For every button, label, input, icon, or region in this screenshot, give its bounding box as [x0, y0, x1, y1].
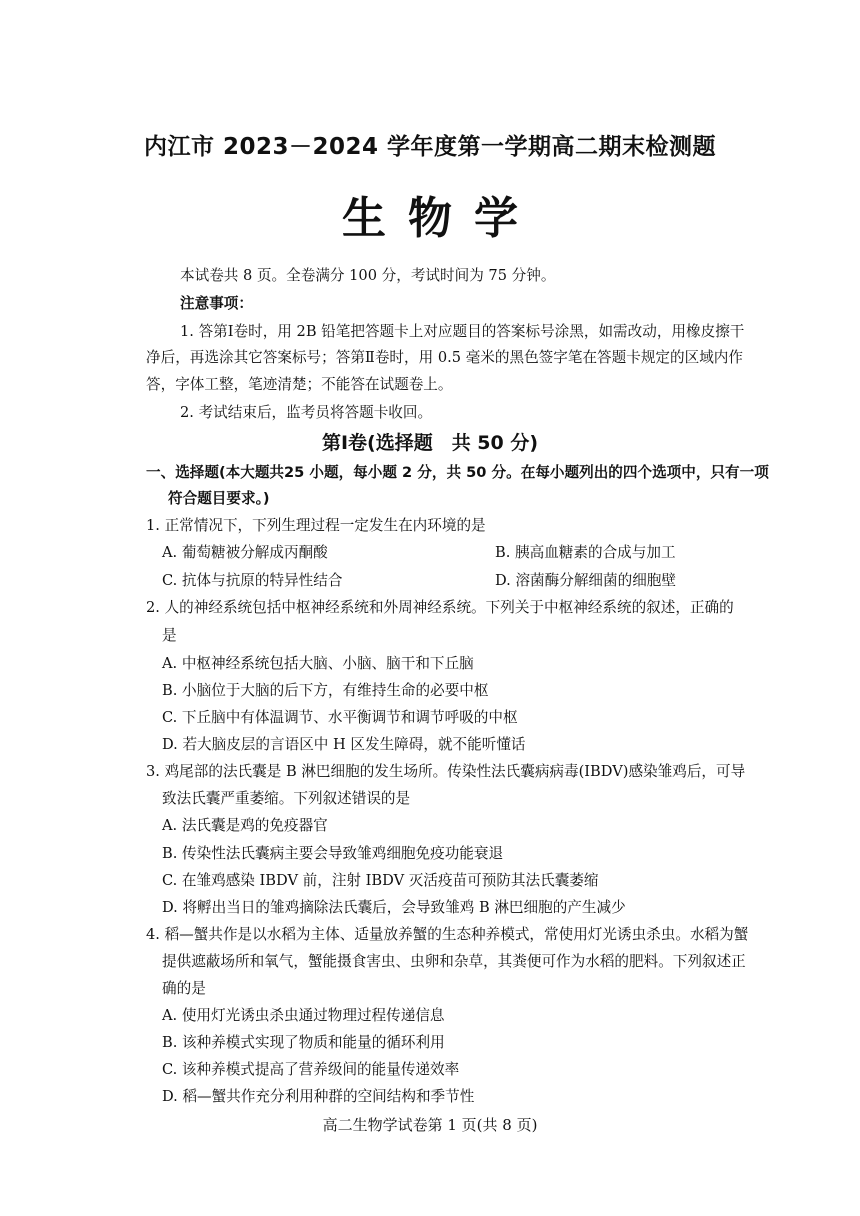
note-1-line-2: 净后，再选涂其它答案标号；答第Ⅱ卷时，用 0.5 毫米的黑色签字笔在答题卡规定的区域内作 — [146, 349, 743, 366]
question-1-option-c: C. 抗体与抗原的特异性结合 — [162, 572, 343, 589]
question-3-option-b: B. 传染性法氏囊病主要会导致雏鸡细胞免疫功能衰退 — [162, 845, 504, 862]
question-4-stem-line-3: 确的是 — [162, 980, 206, 997]
question-4-option-c: C. 该种养模式提高了营养级间的能量传递效率 — [162, 1061, 460, 1078]
question-2-option-a: A. 中枢神经系统包括大脑、小脑、脑干和下丘脑 — [162, 655, 474, 672]
question-4-option-b: B. 该种养模式实现了物质和能量的循环利用 — [162, 1034, 445, 1051]
notice-heading: 注意事项： — [180, 295, 253, 312]
question-4-stem-line-1: 4. 稻—蟹共作是以水稻为主体、适量放养蟹的生态种养模式，常使用灯光诱虫杀虫。水稻为蟹 — [146, 926, 749, 943]
note-2: 2. 考试结束后，监考员将答题卡收回。 — [180, 404, 433, 421]
section-instruction-line-2: 符合题目要求。) — [168, 490, 270, 507]
question-2-stem-line-1: 2. 人的神经系统包括中枢神经系统和外周神经系统。下列关于中枢神经系统的叙述，正确的 — [146, 599, 734, 616]
section-instruction-line-1: 一、选择题(本大题共25 小题，每小题 2 分，共 50 分。在每小题列出的四个选项中，只有一项 — [146, 464, 769, 481]
question-3-stem-line-1: 3. 鸡尾部的法氏囊是 B 淋巴细胞的发生场所。传染性法氏囊病病毒(IBDV)感染雏鸡后，可导 — [146, 763, 746, 780]
question-1-option-b: B. 胰高血糖素的合成与加工 — [495, 544, 676, 561]
exam-title: 内江市 2023－2024 学年度第一学期高二期末检测题 — [143, 134, 717, 160]
section-title: 第Ⅰ卷(选择题 共 50 分) — [321, 432, 539, 454]
question-1-stem: 1. 正常情况下，下列生理过程一定发生在内环境的是 — [146, 517, 486, 534]
question-4-option-d: D. 稻—蟹共作充分利用种群的空间结构和季节性 — [162, 1088, 475, 1105]
page-footer: 高二生物学试卷第 1 页(共 8 页) — [322, 1116, 538, 1134]
question-3-option-a: A. 法氏囊是鸡的免疫器官 — [162, 817, 328, 834]
question-3-option-c: C. 在雏鸡感染 IBDV 前，注射 IBDV 灭活疫苗可预防其法氏囊萎缩 — [162, 872, 599, 889]
note-1-line-3: 答，字体工整，笔迹清楚；不能答在试题卷上。 — [146, 376, 453, 393]
question-2-option-c: C. 下丘脑中有体温调节、水平衡调节和调节呼吸的中枢 — [162, 709, 518, 726]
question-4-stem-line-2: 提供遮蔽场所和氧气，蟹能摄食害虫、虫卵和杂草，其粪便可作为水稻的肥料。下列叙述正 — [162, 953, 746, 970]
question-2-option-b: B. 小脑位于大脑的后下方，有维持生命的必要中枢 — [162, 682, 489, 699]
question-1-option-a: A. 葡萄糖被分解成丙酮酸 — [162, 544, 328, 561]
question-4-option-a: A. 使用灯光诱虫杀虫通过物理过程传递信息 — [162, 1007, 445, 1024]
question-3-option-d: D. 将孵出当日的雏鸡摘除法氏囊后，会导致雏鸡 B 淋巴细胞的产生减少 — [162, 899, 626, 916]
intro-line: 本试卷共 8 页。全卷满分 100 分，考试时间为 75 分钟。 — [180, 267, 556, 284]
question-3-stem-line-2: 致法氏囊严重萎缩。下列叙述错误的是 — [162, 790, 411, 807]
question-2-option-d: D. 若大脑皮层的言语区中 H 区发生障碍，就不能听懂话 — [162, 736, 526, 753]
subject-title: 生物学 — [342, 193, 540, 244]
note-1-line-1: 1. 答第Ⅰ卷时，用 2B 铅笔把答题卡上对应题目的答案标号涂黑，如需改动，用橡皮擦干 — [180, 323, 745, 340]
question-1-option-d: D. 溶菌酶分解细菌的细胞壁 — [495, 572, 676, 589]
question-2-stem-line-2: 是 — [162, 627, 177, 644]
